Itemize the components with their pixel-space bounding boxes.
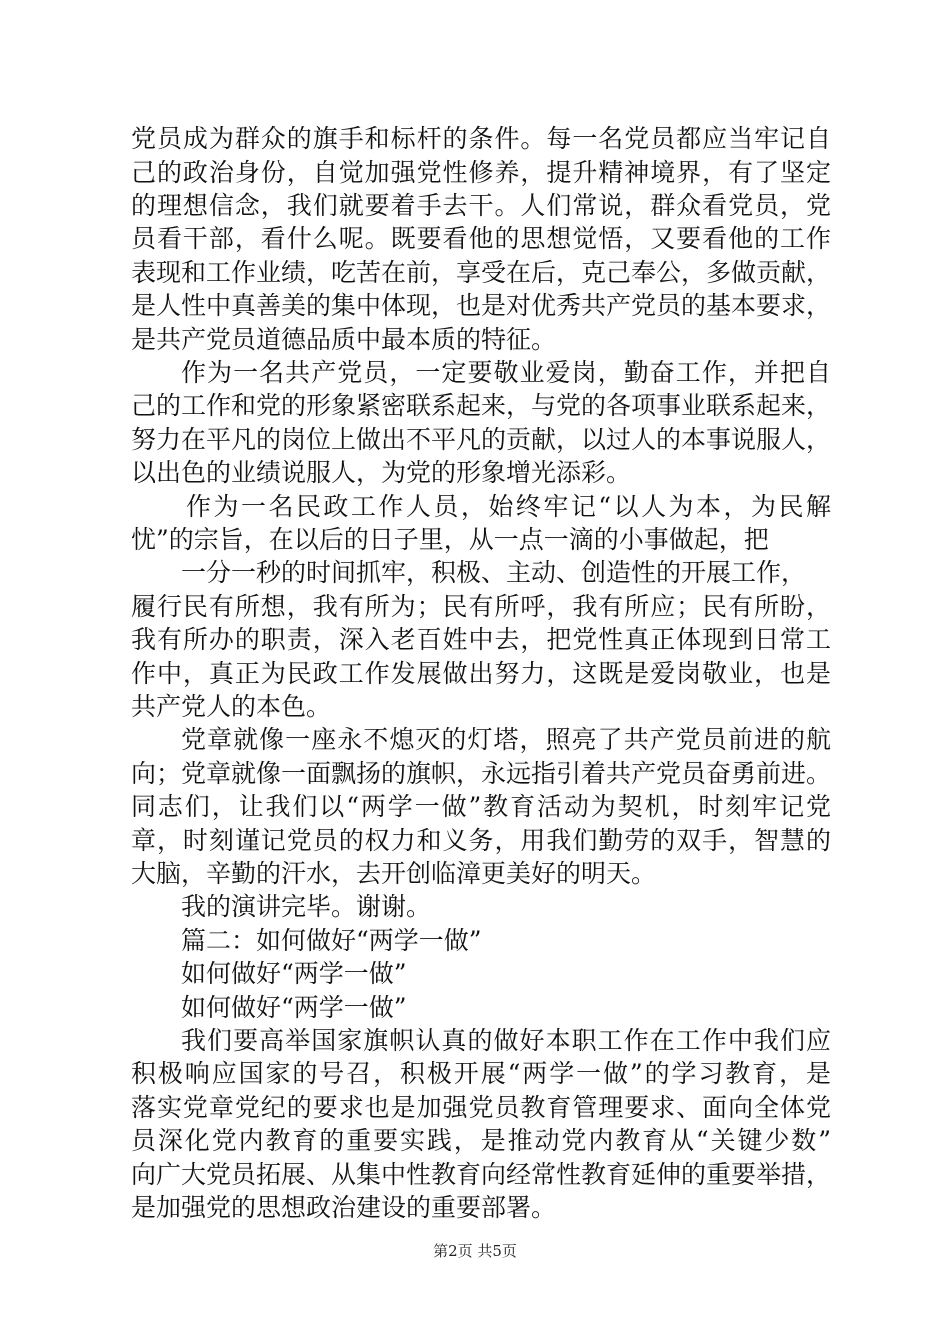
- text-line: 表现和工作业绩，吃苦在前，享受在后，克己奉公，多做贡献，: [131, 257, 832, 287]
- text-line: 是共产党员道德品质中最本质的特征。: [131, 324, 557, 354]
- text-line: 我的演讲完毕。谢谢。: [181, 892, 432, 922]
- text-line: 落实党章党纪的要求也是加强党员教育管理要求、面向全体党: [131, 1092, 831, 1122]
- text-line: 是加强党的思想政治建设的重要部署。: [131, 1193, 557, 1222]
- text-line: 作为一名民政工作人员，始终牢记“以人为本，为民解: [186, 491, 831, 521]
- text-line: 向；党章就像一面飘扬的旗帜，永远指引着共产党员奋勇前进。: [131, 758, 832, 788]
- page-footer: 第2页 共5页: [433, 1242, 517, 1260]
- text-line: 作为一名共产党员，一定要敬业爱岗，勤奋工作，并把自: [181, 358, 831, 387]
- text-line: 同志们，让我们以“两学一做”教育活动为契机，时刻牢记党: [131, 792, 831, 822]
- text-line: 共产党人的本色。: [131, 692, 332, 721]
- text-line: 大脑，辛勤的汗水，去开创临漳更美好的明天。: [131, 859, 657, 888]
- text-line: 的理想信念，我们就要着手去干。人们常说，群众看党员，党: [131, 191, 831, 220]
- section-subtitle: 如何做好“两学一做”: [181, 959, 407, 989]
- text-line: 努力在平凡的岗位上做出不平凡的贡献，以过人的本事说服人，: [131, 424, 832, 454]
- text-line: 己的工作和党的形象紧密联系起来，与党的各项事业联系起来，: [131, 391, 832, 421]
- text-line: 我有所办的职责，深入老百姓中去，把党性真正体现到日常工: [131, 625, 831, 655]
- text-line: 我们要高举国家旗帜认真的做好本职工作在工作中我们应: [181, 1026, 831, 1055]
- text-line: 党员成为群众的旗手和标杆的条件。每一名党员都应当牢记自: [131, 124, 831, 154]
- text-line: 忧”的宗旨，在以后的日子里，从一点一滴的小事做起，把: [131, 525, 769, 554]
- text-line: 向广大党员拓展、从集中性教育向经常性教育延伸的重要举措，: [131, 1159, 832, 1189]
- text-line: 己的政治身份，自觉加强党性修养，提升精神境界，有了坚定: [131, 157, 831, 187]
- text-line: 是人性中真善美的集中体现，也是对优秀共产党员的基本要求，: [131, 291, 832, 321]
- text-line: 作中，真正为民政工作发展做出努力，这既是爱岗敬业，也是: [131, 658, 831, 688]
- text-line: 积极响应国家的号召，积极开展“两学一做”的学习教育，是: [131, 1059, 831, 1089]
- text-line: 员看干部，看什么呢。既要看他的思想觉悟，又要看他的工作: [131, 224, 831, 254]
- text-line: 履行民有所想，我有所为；民有所呼，我有所应；民有所盼，: [131, 591, 831, 621]
- section-subtitle: 如何做好“两学一做”: [181, 992, 407, 1022]
- text-line: 员深化党内教育的重要实践，是推动党内教育从“关键少数”: [131, 1126, 831, 1156]
- text-line: 以出色的业绩说服人，为党的形象增光添彩。: [131, 458, 632, 488]
- text-line: 一分一秒的时间抓牢，积极、主动、创造性的开展工作，: [181, 558, 807, 588]
- section-heading: 篇二：如何做好“两学一做”: [181, 925, 482, 955]
- text-line: 党章就像一座永不熄灭的灯塔，照亮了共产党员前进的航: [181, 725, 831, 755]
- text-line: 章，时刻谨记党员的权力和义务，用我们勤劳的双手，智慧的: [131, 825, 831, 855]
